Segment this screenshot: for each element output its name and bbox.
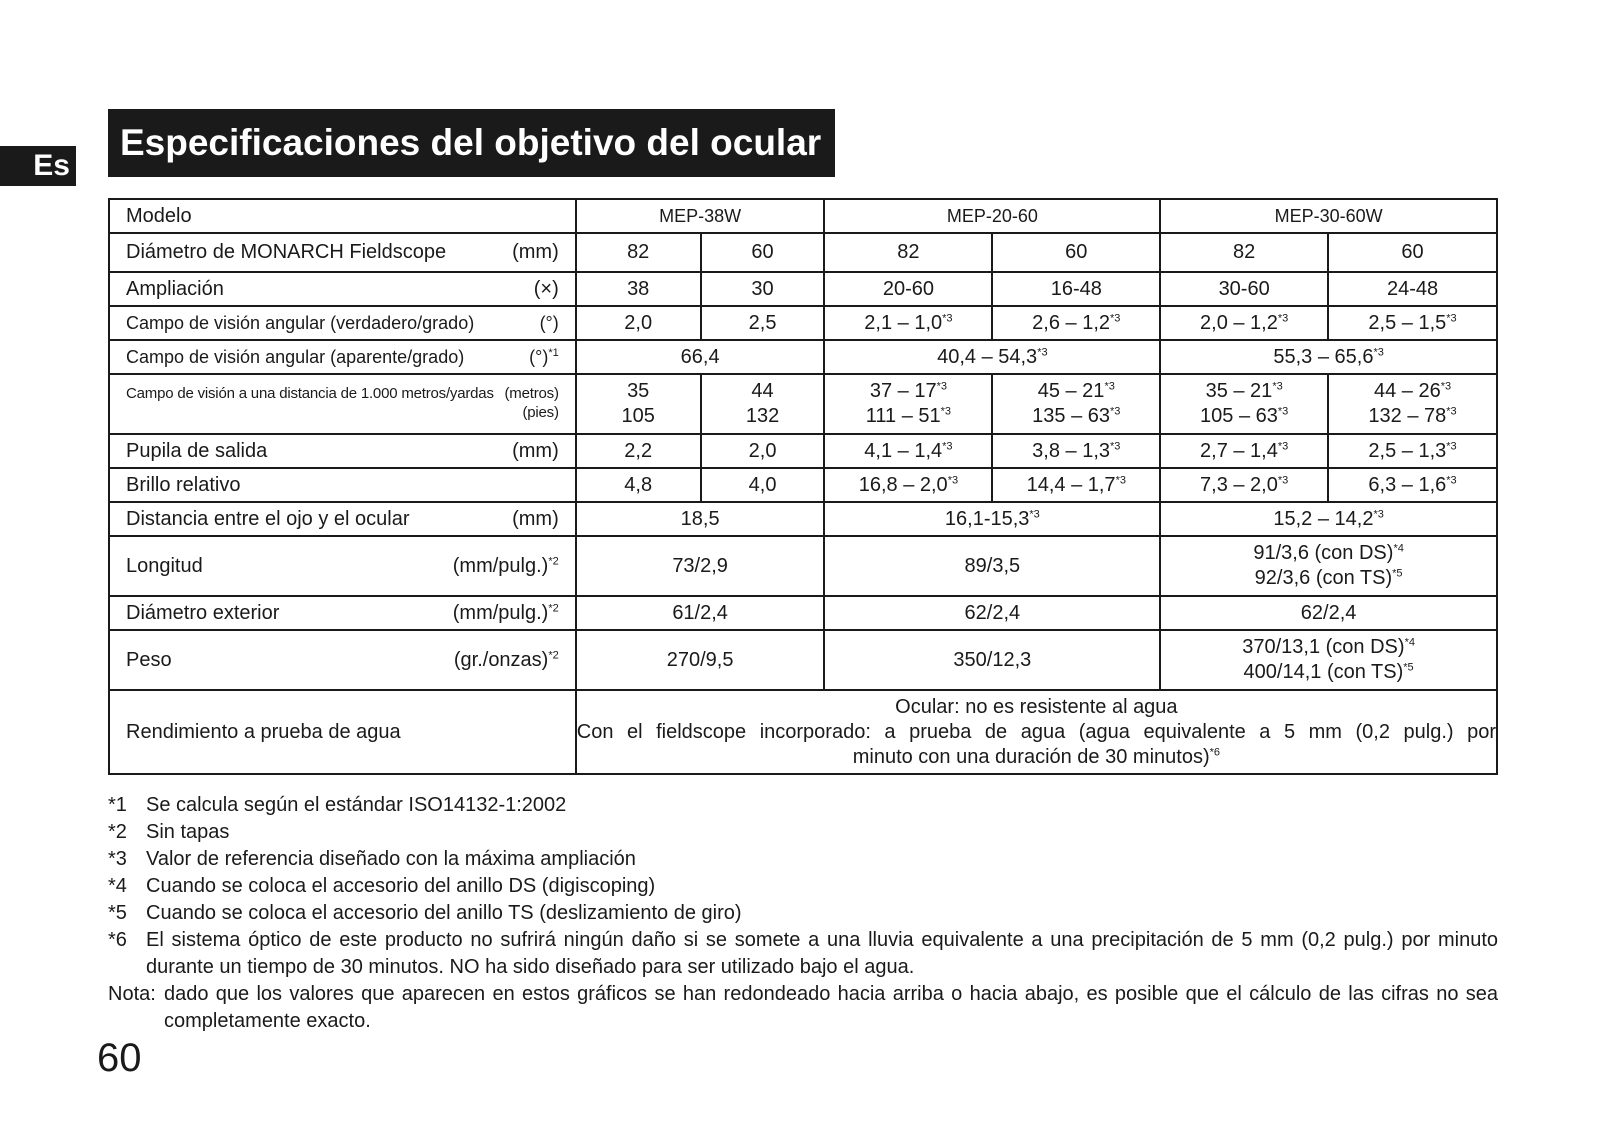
value-cell: 30 <box>701 272 825 306</box>
label-text: Pupila de salida <box>126 439 268 462</box>
label-text: Diámetro exterior <box>126 601 280 624</box>
value-cell: 62/2,4 <box>824 596 1160 630</box>
water-line: minuto con una duración de 30 minutos)$^{*6}$ <box>852 745 1221 768</box>
value-cell: 38 <box>576 272 701 306</box>
value-cell: 6,3 – 1,6$^{*3}$ <box>1328 468 1497 502</box>
unit-text: (metros) <box>504 385 559 403</box>
value-cell: 2,7 – 1,4$^{*3}$ <box>1160 434 1328 468</box>
value-cell: 4,8 <box>576 468 701 502</box>
row-eye-relief <box>109 502 1497 536</box>
value-cell: 35 105 <box>576 374 701 434</box>
row-label <box>109 340 576 374</box>
label-text: Distancia entre el ojo y el ocular <box>126 507 410 530</box>
value-cell: 2,2 <box>576 434 701 468</box>
value-cell: 16,1-15,3$^{*3}$ <box>824 502 1160 536</box>
value-cell: 60 <box>1328 233 1497 272</box>
value-cell: 37 – 17$^{*3}$ 111 – 51$^{*3}$ <box>824 374 992 434</box>
row-weight <box>109 630 1497 690</box>
value-cell: 2,0 <box>701 434 825 468</box>
value-cell: 66,4 <box>576 340 825 374</box>
value-cell: 40,4 – 54,3$^{*3}$ <box>824 340 1160 374</box>
model-header-cell: MEP-20-60 <box>824 199 1160 233</box>
row-label <box>109 272 576 306</box>
footnote: *2 Sin tapas <box>108 821 230 843</box>
value-cell: 3,8 – 1,3$^{*3}$ <box>992 434 1160 468</box>
unit-text: (mm) <box>512 507 559 530</box>
value-cell: 4,1 – 1,4$^{*3}$ <box>824 434 992 468</box>
value-cell: 44 – 26$^{*3}$ 132 – 78$^{*3}$ <box>1328 374 1497 434</box>
unit-text: (°) <box>539 312 559 333</box>
value-cell: 15,2 – 14,2$^{*3}$ <box>1160 502 1497 536</box>
value-cell: 45 – 21$^{*3}$ 135 – 63$^{*3}$ <box>992 374 1160 434</box>
value-cell: 16-48 <box>992 272 1160 306</box>
row-label <box>109 596 576 630</box>
row-fov-real <box>109 306 1497 340</box>
row-label <box>109 306 576 340</box>
value-cell: 2,0 <box>576 306 701 340</box>
label-text: Peso <box>126 648 172 671</box>
value-cell: 30-60 <box>1160 272 1328 306</box>
footnote: *6 El sistema óptico de este producto no sufrirá ningún daño si se somete a una lluvia equivalente a una precipitación de 5 mm (0,2 pulg.) por minuto durante un tiempo de 30 minutos. NO ha sido diseñado para ser utilizado bajo el agua. <box>108 929 1498 978</box>
row-magnification <box>109 272 1497 306</box>
water-line: Con el fieldscope incorporado: a prueba de agua (agua equivalente a 5 mm (0,2 pulg.) por <box>576 720 1496 743</box>
value-cell: 2,5 – 1,3$^{*3}$ <box>1328 434 1497 468</box>
footnote: *1 Se calcula según el estándar ISO14132-1:2002 <box>108 794 567 816</box>
row-label: Rendimiento a prueba de agua <box>109 690 576 774</box>
value-cell: 60 <box>992 233 1160 272</box>
row-outer-diameter <box>109 596 1497 630</box>
label-text: Diámetro de MONARCH Fieldscope <box>126 241 447 263</box>
row-length <box>109 536 1497 596</box>
footnote: *5 Cuando se coloca el accesorio del anillo TS (deslizamiento de giro) <box>108 902 742 924</box>
row-exit-pupil <box>109 434 1497 468</box>
row-diameter <box>109 233 1497 272</box>
row-label <box>109 630 576 690</box>
value-cell: 35 – 21$^{*3}$ 105 – 63$^{*3}$ <box>1160 374 1328 434</box>
value-cell: 82 <box>576 233 701 272</box>
value-cell: 7,3 – 2,0$^{*3}$ <box>1160 468 1328 502</box>
footnote: *4 Cuando se coloca el accesorio del anillo DS (digiscoping) <box>108 875 656 897</box>
value-cell: 2,0 – 1,2$^{*3}$ <box>1160 306 1328 340</box>
value-cell <box>576 690 1497 774</box>
row-water-resistance <box>109 690 1497 774</box>
label-text: Campo de visión angular (verdadero/grado) <box>126 312 475 333</box>
row-label: Brillo relativo <box>109 468 576 502</box>
label-text: Longitud <box>126 554 203 577</box>
value-cell: 18,5 <box>576 502 825 536</box>
value-cell: 55,3 – 65,6$^{*3}$ <box>1160 340 1497 374</box>
value-cell: 44 132 <box>701 374 825 434</box>
row-label: Modelo <box>109 199 576 233</box>
value-cell: 14,4 – 1,7$^{*3}$ <box>992 468 1160 502</box>
value-cell: 2,5 <box>701 306 825 340</box>
value-cell: 91/3,6 (con DS)$^{*4}$ 92/3,6 (con TS)$^{*5}$ <box>1160 536 1497 596</box>
value-cell: 370/13,1 (con DS)$^{*4}$ 400/14,1 (con TS)$^{*5}$ <box>1160 630 1497 690</box>
unit-text: (°)$^{*1}$ <box>529 346 559 367</box>
unit-text: (pies) <box>522 404 559 421</box>
unit-text: (×) <box>533 277 559 300</box>
row-fov-distance <box>109 374 1497 434</box>
page-title: Especificaciones del objetivo del ocular <box>108 109 835 177</box>
unit-text: (mm) <box>512 439 559 462</box>
row-brightness <box>109 468 1497 502</box>
model-header-cell: MEP-38W <box>576 199 825 233</box>
unit-text: (mm) <box>512 241 559 263</box>
value-cell: 82 <box>1160 233 1328 272</box>
value-cell: 82 <box>824 233 992 272</box>
value-cell: 24-48 <box>1328 272 1497 306</box>
footnote: *3 Valor de referencia diseñado con la máxima ampliación <box>108 848 636 870</box>
model-header-cell: MEP-30-60W <box>1160 199 1497 233</box>
value-cell: 89/3,5 <box>824 536 1160 596</box>
value-cell: 20-60 <box>824 272 992 306</box>
value-cell: 350/12,3 <box>824 630 1160 690</box>
value-cell: 4,0 <box>701 468 825 502</box>
row-label <box>109 434 576 468</box>
row-label <box>109 502 576 536</box>
spec-table <box>108 198 1498 775</box>
language-tab: Es <box>0 146 76 186</box>
unit-text: (gr./onzas)$^{*2}$ <box>453 648 559 671</box>
value-cell: 73/2,9 <box>576 536 825 596</box>
unit-text: $(mm/pulg.)^{*2}$ <box>452 554 559 577</box>
row-label <box>109 374 576 434</box>
row-fov-apparent <box>109 340 1497 374</box>
value-cell: 16,8 – 2,0$^{*3}$ <box>824 468 992 502</box>
label-text: Campo de visión angular (aparente/grado) <box>126 346 465 367</box>
footnotes <box>108 792 1498 1035</box>
value-cell: 270/9,5 <box>576 630 825 690</box>
label-text: Campo de visión a una distancia de 1.000 metros/yardas <box>126 385 494 403</box>
note-paragraph: Nota: dado que los valores que aparecen en estos gráficos se han redondeado hacia arriba o hacia abajo, es posible que el cálculo de las cifras no sea completamente exacto. <box>108 983 1498 1032</box>
unit-text: $(mm/pulg.)^{*2}$ <box>452 601 559 624</box>
value-cell: 2,6 – 1,2$^{*3}$ <box>992 306 1160 340</box>
row-label <box>109 233 576 272</box>
row-label <box>109 536 576 596</box>
row-model <box>109 199 1497 233</box>
value-cell: 2,1 – 1,0$^{*3}$ <box>824 306 992 340</box>
page-number: 60 <box>97 1036 142 1080</box>
value-cell: 60 <box>701 233 825 272</box>
label-text: Ampliación <box>126 277 224 300</box>
value-cell: 2,5 – 1,5$^{*3}$ <box>1328 306 1497 340</box>
value-cell: 62/2,4 <box>1160 596 1497 630</box>
value-cell: 61/2,4 <box>576 596 825 630</box>
water-line: Ocular: no es resistente al agua <box>895 695 1178 718</box>
